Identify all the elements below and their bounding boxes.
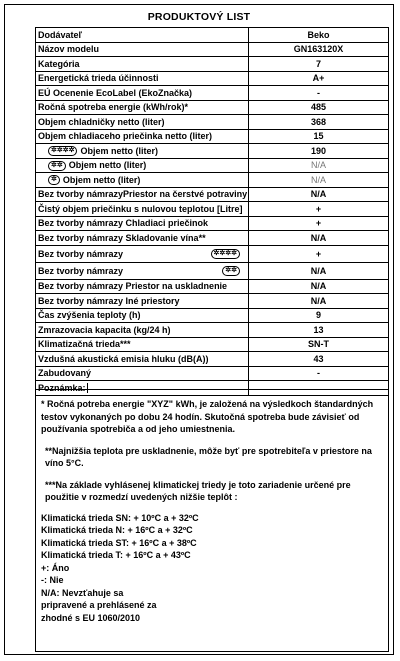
row-label: Čas zvýšenia teploty (h) bbox=[36, 308, 249, 323]
table-row bbox=[36, 245, 389, 262]
row-label-cell: Poznámka: bbox=[36, 381, 249, 396]
climate-class-st: Klimatická trieda ST: + 16ºC a + 38ºC bbox=[41, 537, 197, 548]
climate-class-n: Klimatická trieda N: + 16ºC a + 32ºC bbox=[41, 525, 193, 535]
table-row bbox=[36, 262, 389, 279]
row-value: N/A bbox=[249, 173, 389, 188]
row-value: 485 bbox=[249, 100, 389, 115]
row-label: Objem netto (liter) bbox=[62, 174, 141, 185]
row-label: Objem chladničky netto (liter) bbox=[36, 115, 249, 130]
table-row bbox=[36, 216, 389, 231]
legend-na-2: pripravené a prehlásené za bbox=[41, 600, 157, 610]
row-label: Zmrazovacia kapacita (kg/24 h) bbox=[36, 323, 249, 338]
table-row bbox=[36, 42, 389, 57]
row-label: Ročná spotreba energie (kWh/rok)* bbox=[36, 100, 249, 115]
row-label: Kategória bbox=[36, 57, 249, 72]
table-row bbox=[36, 294, 389, 309]
row-value: + bbox=[249, 202, 389, 217]
row-label: EÚ Ocenenie EcoLabel (EkoZnačka) bbox=[36, 86, 249, 101]
row-value: 13 bbox=[249, 323, 389, 338]
spec-table bbox=[35, 27, 389, 396]
legend-yes: +: Áno bbox=[41, 562, 70, 573]
row-value: 190 bbox=[249, 144, 389, 159]
row-label: Dodávateľ bbox=[36, 28, 249, 43]
table-row bbox=[36, 28, 389, 43]
row-label: Klimatizačná trieda*** bbox=[36, 337, 249, 352]
sheet-title: PRODUKTOVÝ LIST bbox=[147, 11, 251, 23]
row-label: Zabudovaný bbox=[36, 366, 249, 381]
table-row bbox=[36, 57, 389, 72]
row-label-cell bbox=[36, 158, 249, 173]
note-wine: **Najnižšia teplota pre uskladnenie, môže byť pre spotrebiteľa v priestore na víno 5°C. bbox=[45, 445, 372, 468]
row-value: - bbox=[249, 366, 389, 381]
row-value: 7 bbox=[249, 57, 389, 72]
table-row bbox=[36, 352, 389, 367]
table-row bbox=[36, 323, 389, 338]
row-value: + bbox=[249, 216, 389, 231]
notes-box bbox=[35, 389, 389, 652]
table-row bbox=[36, 337, 389, 352]
row-value: - bbox=[249, 86, 389, 101]
row-label: Objem netto (liter) bbox=[68, 160, 147, 171]
row-label: Bez tvorby námrazy bbox=[38, 265, 124, 276]
row-value: 43 bbox=[249, 352, 389, 367]
row-value: 9 bbox=[249, 308, 389, 323]
table-row bbox=[36, 231, 389, 246]
two-star-freezer-icon: ✲✲ bbox=[222, 266, 240, 276]
row-label: Poznámka bbox=[38, 382, 83, 393]
row-label: Objem chladiaceho priečinka netto (liter) bbox=[36, 129, 249, 144]
row-label: Objem netto (liter) bbox=[80, 145, 158, 156]
row-label: Bez tvorby námrazy Skladovanie vína** bbox=[36, 231, 249, 246]
four-star-freezer-icon: ✲✲✲✲ bbox=[48, 146, 77, 156]
row-label-cell bbox=[36, 173, 249, 188]
row-value: GN163120X bbox=[249, 42, 389, 57]
row-label: Bez tvorby námrazy Priestor na uskladnenie bbox=[36, 279, 249, 294]
row-value: SN-T bbox=[249, 337, 389, 352]
table-row bbox=[36, 173, 389, 188]
table-row bbox=[36, 366, 389, 381]
row-label-cell bbox=[36, 144, 249, 159]
table-row bbox=[36, 115, 389, 130]
row-value: N/A bbox=[249, 294, 389, 309]
table-row bbox=[36, 279, 389, 294]
row-label: Čistý objem priečinku s nulovou teplotou [Litre] bbox=[36, 202, 249, 217]
legend-na-3: zhodné s EU 1060/2010 bbox=[41, 612, 141, 623]
row-value: N/A bbox=[249, 279, 389, 294]
two-star-freezer-icon: ✲✲ bbox=[48, 161, 66, 171]
row-value: N/A bbox=[249, 262, 389, 279]
table-row bbox=[36, 144, 389, 159]
row-value: Beko bbox=[249, 28, 389, 43]
table-row bbox=[36, 71, 389, 86]
row-value: 15 bbox=[249, 129, 389, 144]
row-label-cell bbox=[36, 245, 249, 262]
one-star-freezer-icon: ✲ bbox=[48, 175, 60, 185]
climate-class-t: Klimatická trieda T: + 16ºC a + 43ºC bbox=[41, 550, 191, 560]
table-row bbox=[36, 158, 389, 173]
row-value: N/A bbox=[249, 158, 389, 173]
row-value: N/A bbox=[249, 187, 389, 202]
row-label-cell bbox=[36, 262, 249, 279]
row-label: Vzdušná akustická emisia hluku (dB(A)) bbox=[36, 352, 249, 367]
table-row bbox=[36, 308, 389, 323]
row-label: Bez tvorby námrazy Chladiaci priečinok bbox=[36, 216, 249, 231]
table-row bbox=[36, 202, 389, 217]
table-row bbox=[36, 187, 389, 202]
row-label: Bez tvorby námrazy Iné priestory bbox=[36, 294, 249, 309]
product-sheet bbox=[4, 4, 394, 655]
row-value: + bbox=[249, 245, 389, 262]
row-value: 368 bbox=[249, 115, 389, 130]
legend-no: -: Nie bbox=[41, 575, 64, 585]
row-label: Názov modelu bbox=[36, 42, 249, 57]
row-label: Bez tvorby námrazyPriestor na čerstvé potraviny bbox=[36, 187, 249, 202]
row-value: A+ bbox=[249, 71, 389, 86]
row-label: Bez tvorby námrazy bbox=[38, 248, 124, 259]
table-row bbox=[36, 86, 389, 101]
legend-na-1: N/A: Nevzťahuje sa bbox=[41, 587, 124, 598]
row-label: Energetická trieda účinnosti bbox=[36, 71, 249, 86]
table-row bbox=[36, 100, 389, 115]
climate-class-sn: Klimatická trieda SN: + 10ºC a + 32ºC bbox=[41, 512, 199, 523]
note-climate: ***Na základe vyhlásenej klimatickej triedy je toto zariadenie určené pre použitie v rozmedzí uvedených nižšie teplôt : bbox=[45, 479, 351, 502]
row-value: N/A bbox=[249, 231, 389, 246]
four-star-freezer-icon: ✲✲✲✲ bbox=[211, 249, 240, 259]
table-row bbox=[36, 129, 389, 144]
note-energy: * Ročná potreba energie "XYZ" kWh, je založená na výsledkoch štandardných testov vykonaných po dobu 24 hodín. Skutočná spotreba bude závisieť od používania spotrebiča a od jeho umiestnenia. bbox=[41, 399, 374, 434]
